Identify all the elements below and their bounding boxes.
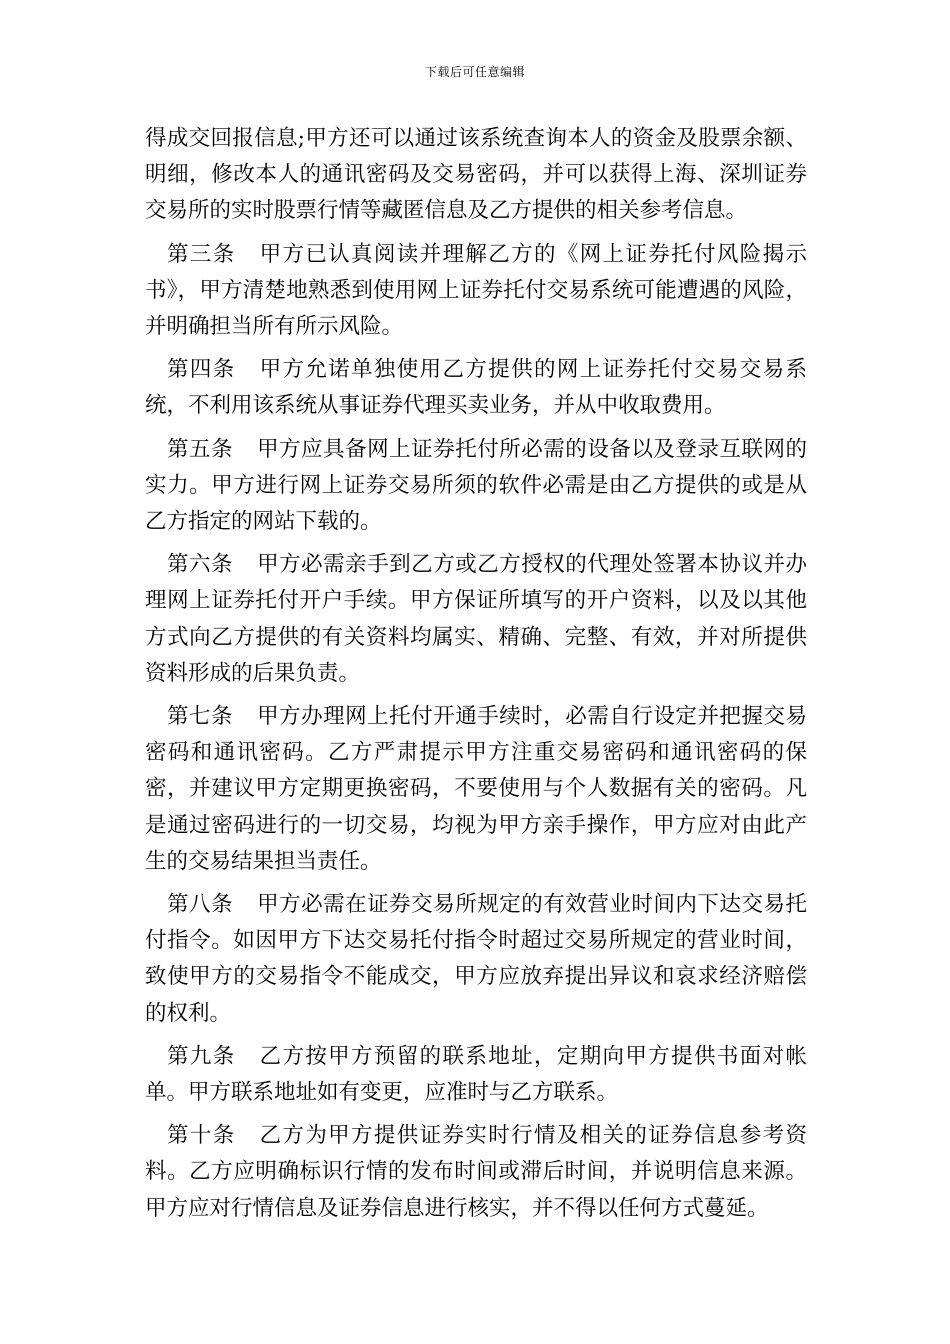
page-header: 下载后可任意编辑 [424,65,525,79]
article-8 [145,887,807,1032]
article-number: 第五条 [167,436,234,462]
article-10 [145,1118,807,1227]
article-text: 甲方办理网上托付开通手续时，必需自行设定并把握交易密码和通讯密码。乙方严肃提示甲方注重交易密码和通讯密码的保密，并建议甲方定期更换密码，不要使用与个人数据有关的密码。凡是通过密码进行的一切交易，均视为甲方亲手操作，甲方应对由此产生的交易结果担当责任。 [145,704,807,874]
article-text: 甲方必需在证券交易所规定的有效营业时间内下达交易托付指令。如因甲方下达交易托付指令时超过交易所规定的营业时间，致使甲方的交易指令不能成交，甲方应放弃提出异议和哀求经济赔偿的权利。 [145,892,807,1026]
paragraph-continuation [145,121,807,230]
article-text: 甲方允诺单独使用乙方提供的网上证券托付交易交易系统，不利用该系统从事证券代理买卖业务，并从中收取费用。 [145,357,807,419]
article-text: 甲方已认真阅读并理解乙方的《网上证券托付风险揭示书》，甲方清楚地熟悉到使用网上证券托付交易系统可能遭遇的风险，并明确担当所有所示风险。 [145,241,807,340]
article-number: 第三条 [167,241,236,267]
article-5 [145,432,807,541]
article-4 [145,352,807,424]
article-text: 乙方按甲方预留的联系地址，定期向甲方提供书面对帐单。甲方联系地址如有变更，应准时与乙方联系。 [145,1043,807,1106]
article-9 [145,1039,807,1111]
article-text: 甲方必需亲手到乙方或乙方授权的代理处签署本协议并办理网上证券托付开户手续。甲方保证所填写的开户资料，以及以其他方式向乙方提供的有关资料均属实、精确、完整、有效，并对所提供资料形成的后果负责。 [145,552,807,686]
article-text: 乙方为甲方提供证券实时行情及相关的证券信息参考资料。乙方应明确标识行情的发布时间或滞后时间，并说明信息来源。甲方应对行情信息及证券信息进行核实，并不得以任何方式蔓延。 [145,1123,807,1221]
document-body [145,121,807,1234]
article-number: 第十条 [167,1123,236,1149]
article-3 [145,237,807,346]
article-6 [145,547,807,692]
article-number: 第八条 [167,892,234,918]
article-number: 第七条 [167,704,234,730]
paragraph-text: 得成交回报信息;甲方还可以通过该系统查询本人的资金及股票余额、明细，修改本人的通讯密码及交易密码，并可以获得上海、深圳证券交易所的实时股票行情等藏匿信息及乙方提供的相关参考信息。 [145,126,807,224]
article-text: 甲方应具备网上证券托付所必需的设备以及登录互联网的实力。甲方进行网上证券交易所须的软件必需是由乙方提供的或是从乙方指定的网站下载的。 [145,436,807,535]
article-7 [145,699,807,880]
article-number: 第九条 [167,1043,236,1069]
article-number: 第六条 [167,552,234,578]
article-number: 第四条 [167,357,236,383]
